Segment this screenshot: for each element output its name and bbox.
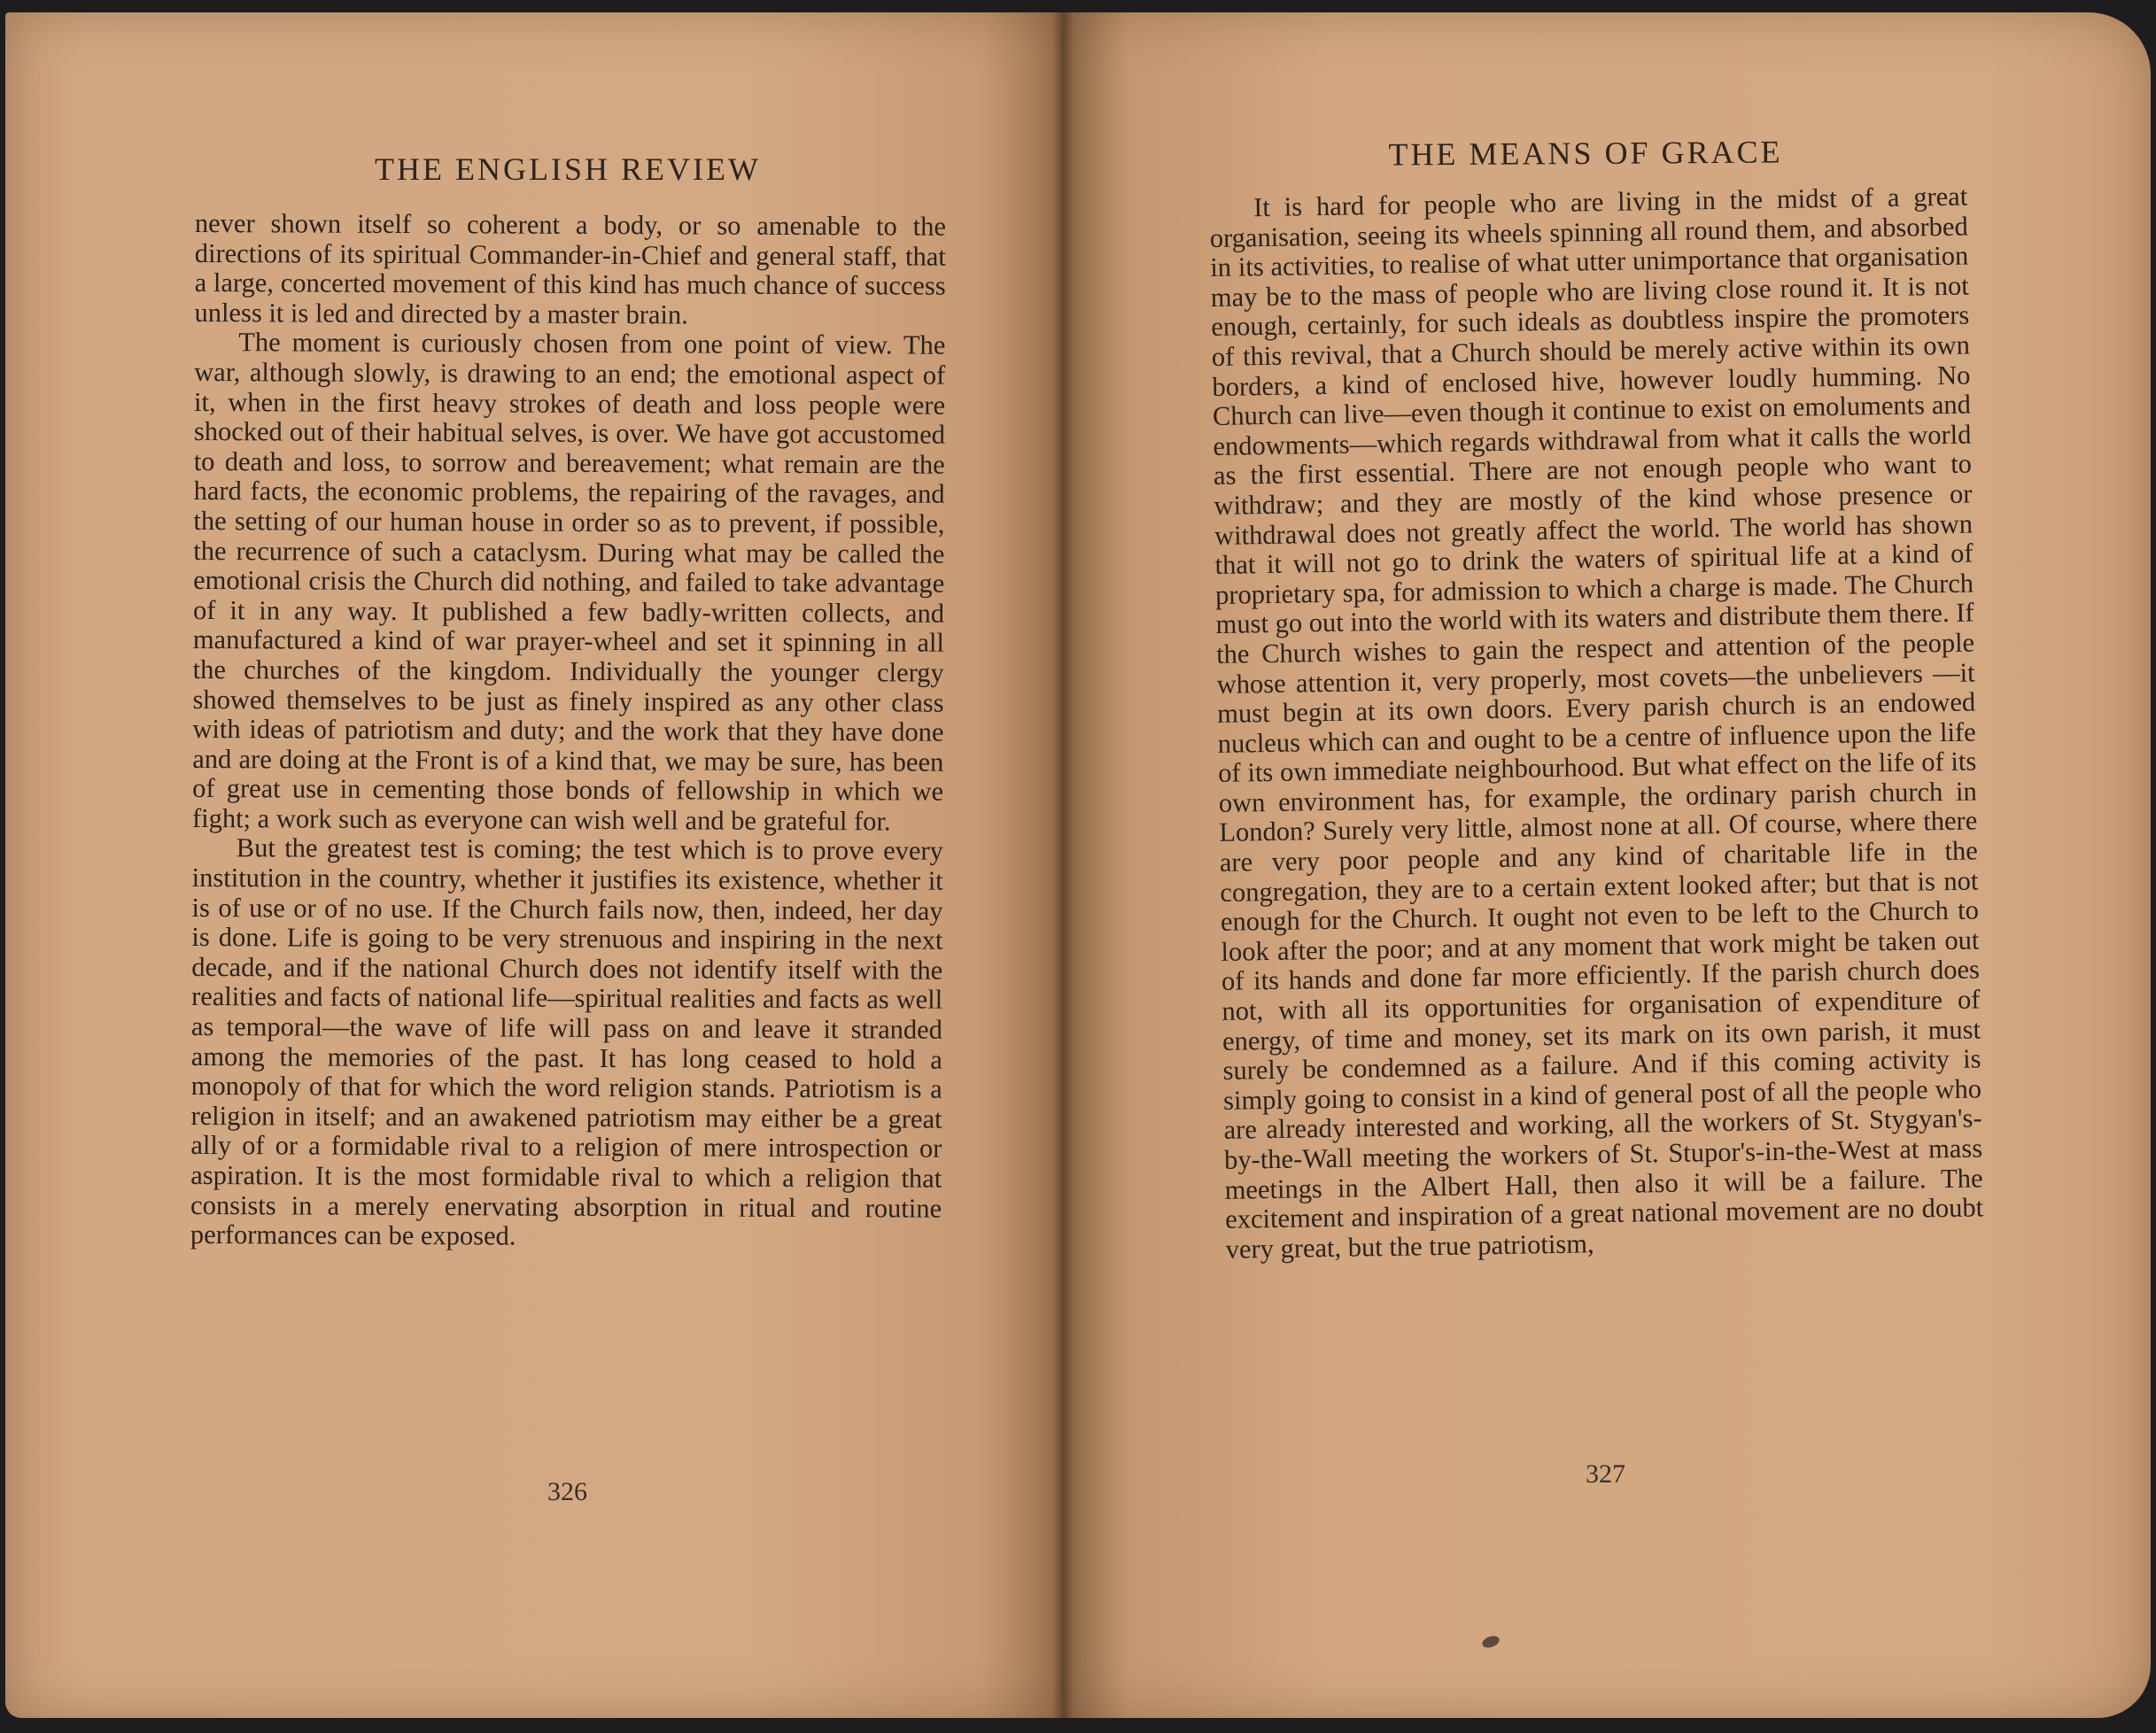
book-gutter	[1052, 12, 1074, 1718]
ink-stain	[1481, 1634, 1501, 1650]
left-page	[5, 12, 1063, 1718]
right-page-body	[1209, 182, 1984, 1265]
paragraph: The moment is curiously chosen from one point of view. The war, although slowly, is drawing to an end; the emotional aspect of it, when in the first heavy strokes of death and loss people were shocked out of their habitual selves, is over. We have got accustomed to death and loss, to sorrow and bereavement; what remain are the hard facts, the economic problems, the repairing of the ravages, and the setting of our human house in order so as to prevent, if possible, the recurrence of such a cataclysm. During what may be called the emotional crisis the Church did nothing, and failed to take advantage of it in any way. It published a few badly-written collects, and manufactured a kind of war prayer-wheel and set it spinning in all the churches of the kingdom. Individually the younger clergy showed themselves to be just as finely inspired as any other class with ideas of patriotism and duty; and the work that they have done and are doing at the Front is of a kind that, we may be sure, has been of great use in cementing those bonds of fellowship in which we fight; a work such as everyone can wish well and be grateful for.	[191, 327, 946, 837]
paragraph: But the greatest test is coming; the test which is to prove every institution in the country, whether it justifies its existence, whether it is of use or of no use. If the Church fails now, then, indeed, her day is done. Life is going to be very strenuous and inspiring in the next decade, and if the national Church does not identify itself with the realities and facts of national life—spiritual realities and facts as well as temporal—the wave of life will pass on and leave it stranded among the memories of the past. It has long ceased to hold a monopoly of that for which the word religion stands. Patriotism is a religion in itself; and an awakened patriotism may either be a great ally of or a formidable rival to a religion of mere introspection or aspiration. It is the most formidable rival to which a religion that consists in a merely enervating absorption in ritual and routine performances can be exposed.	[190, 832, 943, 1251]
paragraph: never shown itself so coherent a body, or so amenable to the directions of its spiritual Commander-in-Chief and general staff, that a large, concerted movement of this kind has much chance of success unless it is led and directed by a master brain.	[194, 208, 946, 330]
right-page	[1063, 12, 2151, 1718]
left-page-body	[190, 209, 946, 1253]
page-number-left: 326	[547, 1477, 587, 1506]
running-head-left: THE ENGLISH REVIEW	[375, 151, 761, 187]
page-number-right: 327	[1586, 1459, 1625, 1489]
running-head-right: THE MEANS OF GRACE	[1388, 134, 1783, 173]
paragraph: It is hard for people who are living in the midst of a great organisation, seeing its wheels spinning all round them, and absorbed in its activities, to realise of what utter unimportance that organisation may be to the mass of people who are living close round it. It is not enough, certainly, for such ideals as doubtless inspire the promoters of this revival, that a Church should be merely active within its own borders, a kind of enclosed hive, however loudly humming. No Church can live—even though it continue to exist on emoluments and endowments—which regards withdrawal from what it calls the world as the first essential. There are not enough people who want to withdraw; and they are mostly of the kind whose presence or withdrawal does not greatly affect the world. The world has shown that it will not go to drink the waters of spiritual life at a kind of proprietary spa, for admission to which a charge is made. The Church must go out into the world with its waters and distribute them there. If the Church wishes to gain the respect and attention of the people whose attention it, very properly, most covets—the unbelievers —it must begin at its own doors. Every parish church is an endowed nucleus which can and ought to be a centre of influence upon the life of its own immediate neighbourhood. But what effect on the life of its own environment has, for example, the ordinary parish church in London? Surely very little, almost none at all. Of course, where there are very poor people and any kind of charitable life in the congregation, they are to a certain extent looked after; but that is not enough for the Church. It ought not even to be left to the Church to look after the poor; and at any moment that work might be taken out of its hands and done far more efficiently. If the parish church does not, with all its opportunities for organisation of expenditure of energy, of time and money, set its mark on its own parish, it must surely be condemned as a failure. And if this coming activity is simply going to consist in a kind of general post of all the people who are already interested and working, all the workers of St. Stygyan's-by-the-Wall meeting the workers of St. Stupor's-in-the-West at mass meetings in the Albert Hall, then also it will be a failure. The excitement and inspiration of a great national movement are no doubt very great, but the true patriotism,	[1209, 181, 1984, 1265]
